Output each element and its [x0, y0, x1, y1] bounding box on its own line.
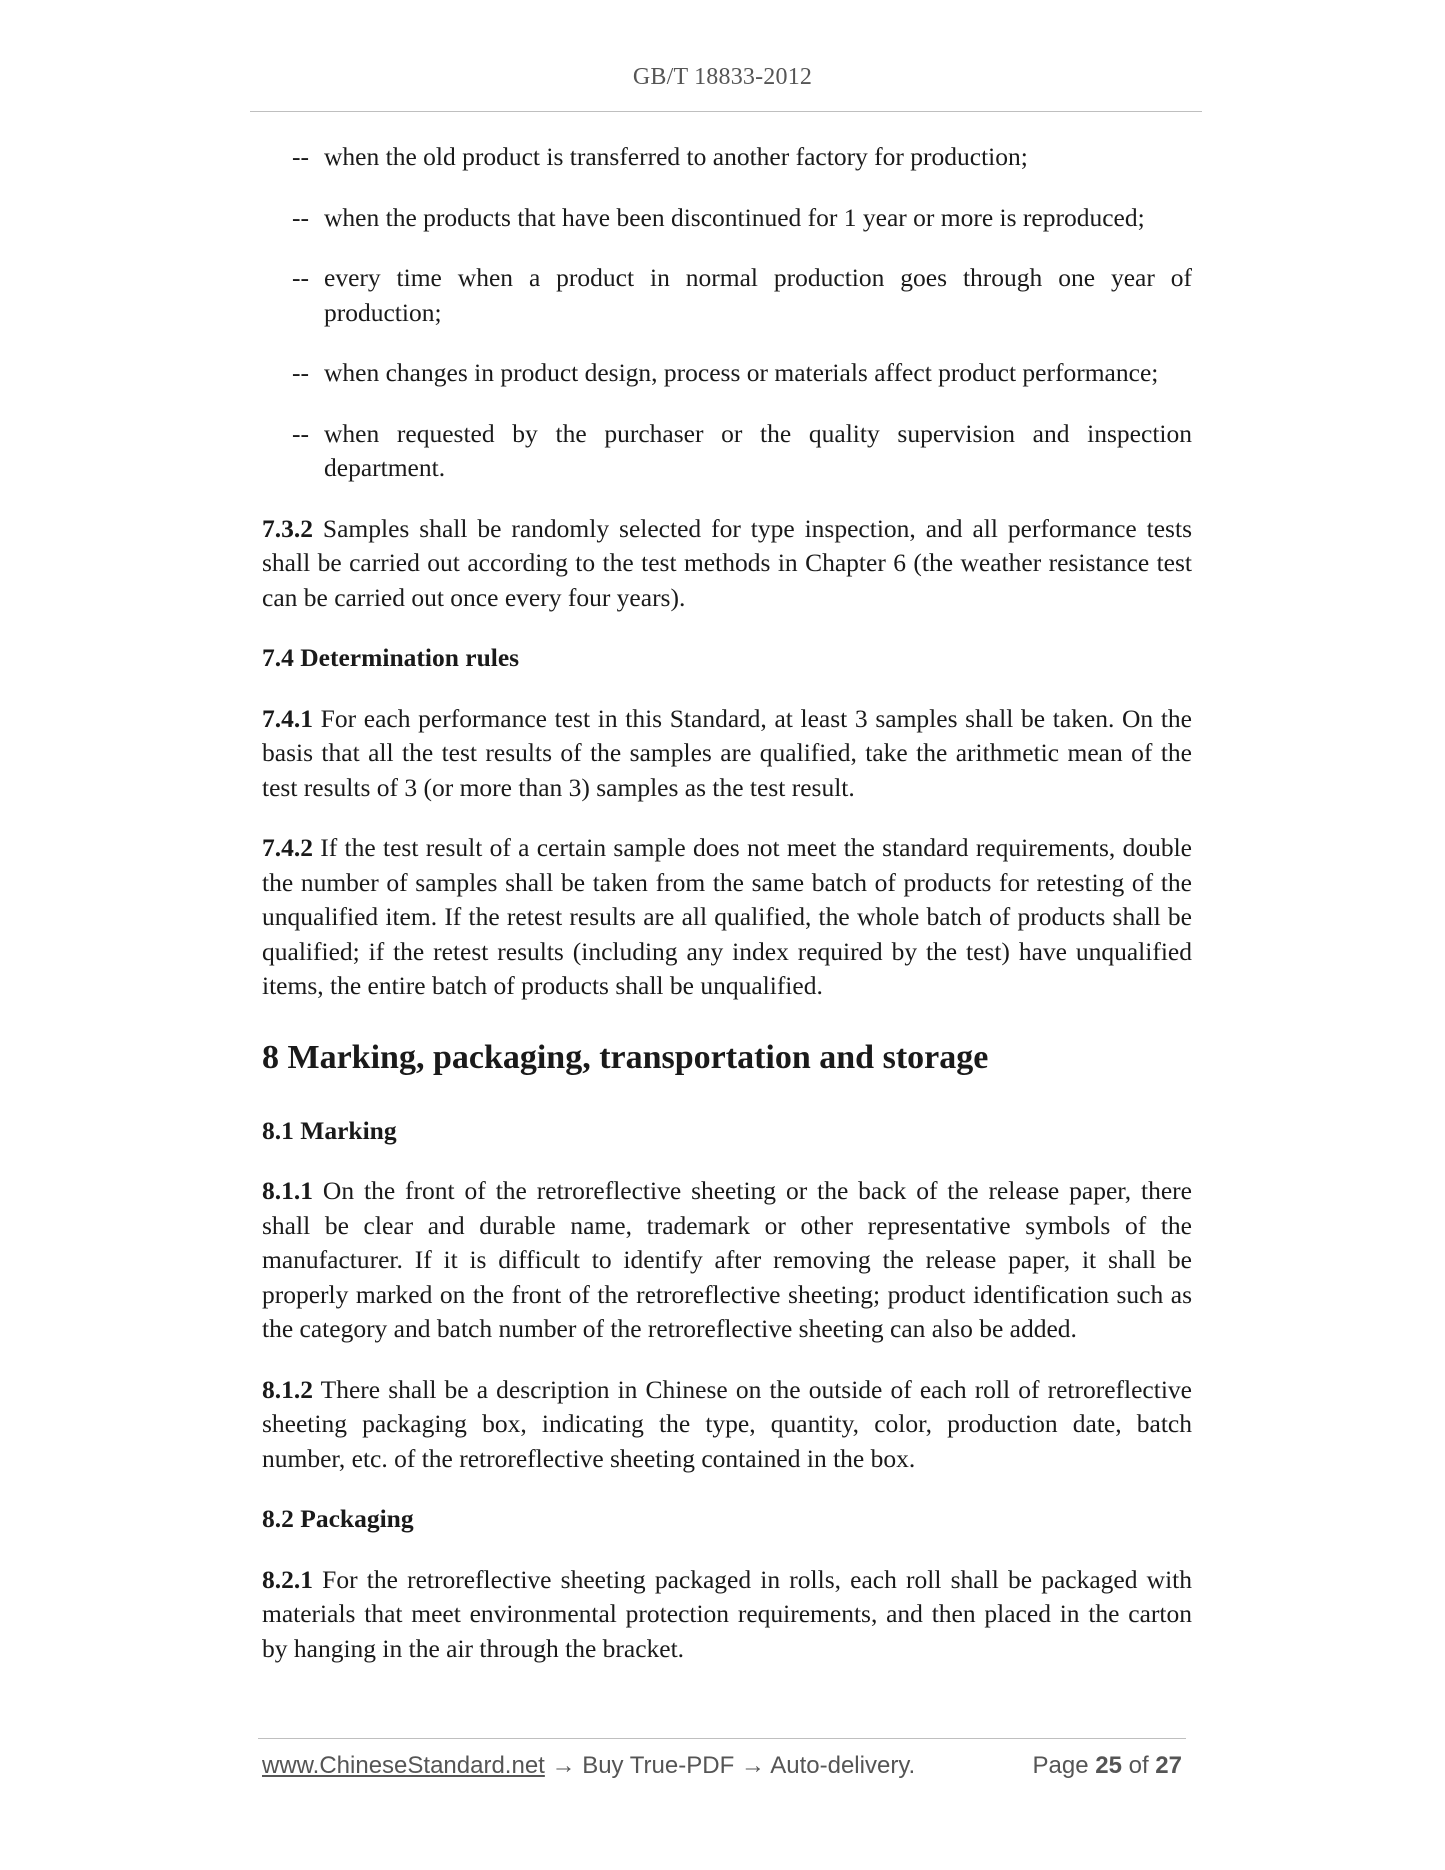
auto-delivery-text: Auto-delivery.	[770, 1752, 916, 1779]
list-item-text: when the old product is transferred to another factory for production;	[324, 142, 1028, 171]
clause-7-3-2	[262, 512, 1192, 616]
page-label: Page	[1032, 1752, 1096, 1779]
clause-8-1-1	[262, 1174, 1192, 1347]
chapter-heading-8: 8 Marking, packaging, transportation and storage	[262, 1038, 989, 1076]
clause-number: 7.4.1	[262, 703, 313, 733]
page-current: 25	[1095, 1752, 1122, 1779]
header-divider	[250, 111, 1202, 112]
page-total: 27	[1155, 1752, 1182, 1779]
page-content	[262, 140, 1192, 1692]
arrow-icon: →	[734, 1752, 771, 1779]
clause-8-2-1	[262, 1563, 1192, 1667]
list-dash: --	[292, 202, 309, 232]
section-heading-7-4: 7.4 Determination rules	[262, 643, 520, 672]
list-item	[292, 261, 1192, 330]
footer-promo	[262, 1752, 915, 1780]
clause-text: For each performance test in this Standard, at least 3 samples shall be taken. On the basis that all the test results of the samples are qualified, take the arithmetic mean of the test results of 3 (or more than 3) samples as the test result.	[262, 703, 1192, 802]
section-heading-8-1: 8.1 Marking	[262, 1115, 397, 1145]
list-dash: --	[292, 358, 309, 387]
clause-text: If the test result of a certain sample does not meet the standard requirements, double the number of samples shall be taken from the same batch of products for retesting of the unqualified item. If the retest results are all qualified, the whole batch of products shall be qualified; if the retest results (including any index required by the test) have unqualified items, the entire batch of products shall be unqualified.	[262, 833, 1192, 1000]
clause-number: 8.1.1	[262, 1176, 313, 1205]
header-standard-code: GB/T 18833-2012	[632, 64, 813, 90]
clause-7-4-1	[262, 702, 1192, 806]
clause-number: 8.1.2	[262, 1374, 313, 1404]
footer-divider	[258, 1738, 1186, 1739]
list-item-text: when the products that have been discontinued for 1 year or more is reproduced;	[324, 202, 1145, 232]
list-item	[292, 417, 1192, 486]
clause-7-4-2	[262, 831, 1192, 1004]
arrow-icon: →	[544, 1752, 583, 1779]
list-dash: --	[292, 263, 309, 292]
clause-8-1-2	[262, 1373, 1192, 1477]
list-item	[292, 356, 1192, 391]
list-item-text: when requested by the purchaser or the quality supervision and inspection department.	[324, 418, 1192, 482]
list-item-text: every time when a product in normal production goes through one year of production;	[324, 263, 1192, 327]
clause-number: 8.2.1	[262, 1564, 313, 1594]
page-footer	[262, 1752, 1182, 1780]
section-heading-8-2: 8.2 Packaging	[262, 1504, 414, 1533]
list-dash: --	[292, 418, 309, 448]
clause-text: On the front of the retroreflective sheeting or the back of the release paper, there shall be clear and durable name, trademark or other representative symbols of the manufacturer. If it is difficult to identify after removing the release paper, it shall be properly marked on the front of the retroreflective sheeting; product identification such as the category and batch number of the retroreflective sheeting can also be added.	[262, 1176, 1192, 1343]
page-of-label: of	[1121, 1752, 1156, 1779]
clause-text: Samples shall be randomly selected for type inspection, and all performance tests shall be carried out according to the test methods in Chapter 6 (the weather resistance test can be carried out once every four years).	[262, 513, 1192, 612]
clause-text: For the retroreflective sheeting packaged in rolls, each roll shall be packaged with materials that meet environmental protection requirements, and then placed in the carton by hanging in the air through the bracket.	[262, 1564, 1192, 1663]
chinesestandard-link[interactable]: www.ChineseStandard.net	[262, 1752, 545, 1779]
clause-text: There shall be a description in Chinese on the outside of each roll of retroreflective sheeting packaging box, indicating the type, quantity, color, production date, batch number, etc. of the retroreflective sheeting contained in the box.	[262, 1374, 1192, 1473]
list-item	[292, 201, 1192, 236]
page-indicator	[1033, 1752, 1182, 1780]
clause-number: 7.4.2	[262, 833, 313, 862]
list-item	[292, 140, 1192, 175]
list-dash: --	[292, 142, 309, 171]
buy-pdf-text: Buy True-PDF	[582, 1752, 735, 1779]
clause-number: 7.3.2	[262, 513, 313, 543]
list-item-text: when changes in product design, process or materials affect product performance;	[324, 358, 1159, 387]
